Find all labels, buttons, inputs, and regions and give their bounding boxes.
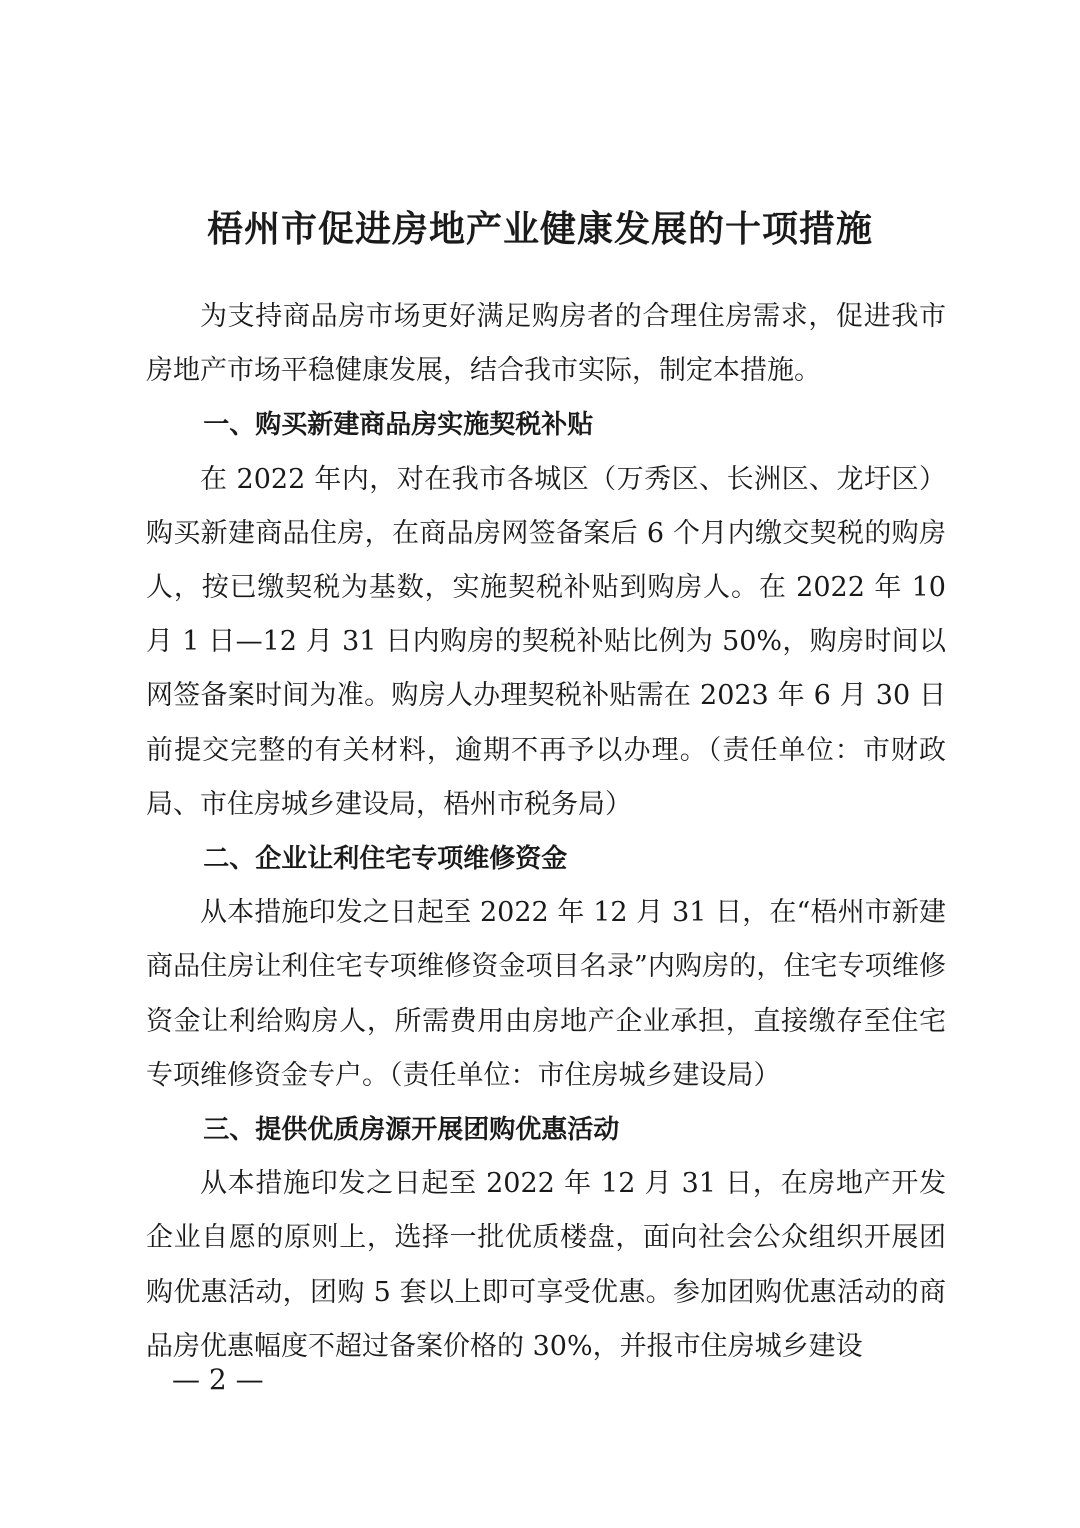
section-heading-1: 一、购买新建商品房实施契税补贴: [203, 410, 594, 441]
section-heading-3: 三、提供优质房源开展团购优惠活动: [203, 1115, 620, 1146]
page-number: — 2 —: [172, 1363, 264, 1396]
intro-paragraph: 为支持商品房市场更好满足购房者的合理住房需求，促进我市房地产市场平稳健康发展，结合我市实际，制定本措施。: [146, 301, 946, 387]
section-body-2: 从本措施印发之日起至 2022 年 12 月 31 日，在“梧州市新建商品住房让利住宅专项维修资金项目名录”内购房的，住宅专项维修资金让利给购房人，所需费用由房地产企业承担，直接缴存至住宅专项维修资金专户。（责任单位：市住房城乡建设局）: [146, 897, 946, 1091]
section-heading-2: 二、企业让利住宅专项维修资金: [203, 844, 568, 875]
document-body: [146, 290, 946, 1374]
document-title: 梧州市促进房地产业健康发展的十项措施: [206, 209, 873, 251]
section-body-1: 在 2022 年内，对在我市各城区（万秀区、长洲区、龙圩区）购买新建商品住房，在商品房网签备案后 6 个月内缴交契税的购房人，按已缴契税为基数，实施契税补贴到购房人。在 2022 年 10 月 1 日—12 月 31 日内购房的契税补贴比例为 50%，购房时间以网签备案时间为准。购房人办理契税补贴需在 2023 年 6 月 30 日前提交完整的有关材料，逾期不再予以办理。（责任单位：市财政局、市住房城乡建设局，梧州市税务局）: [146, 463, 946, 820]
section-body-3: 从本措施印发之日起至 2022 年 12 月 31 日，在房地产开发企业自愿的原则上，选择一批优质楼盘，面向社会公众组织开展团购优惠活动，团购 5 套以上即可享受优惠。参加团购优惠活动的商品房优惠幅度不超过备案价格的 30%，并报市住房城乡建设: [146, 1168, 946, 1362]
